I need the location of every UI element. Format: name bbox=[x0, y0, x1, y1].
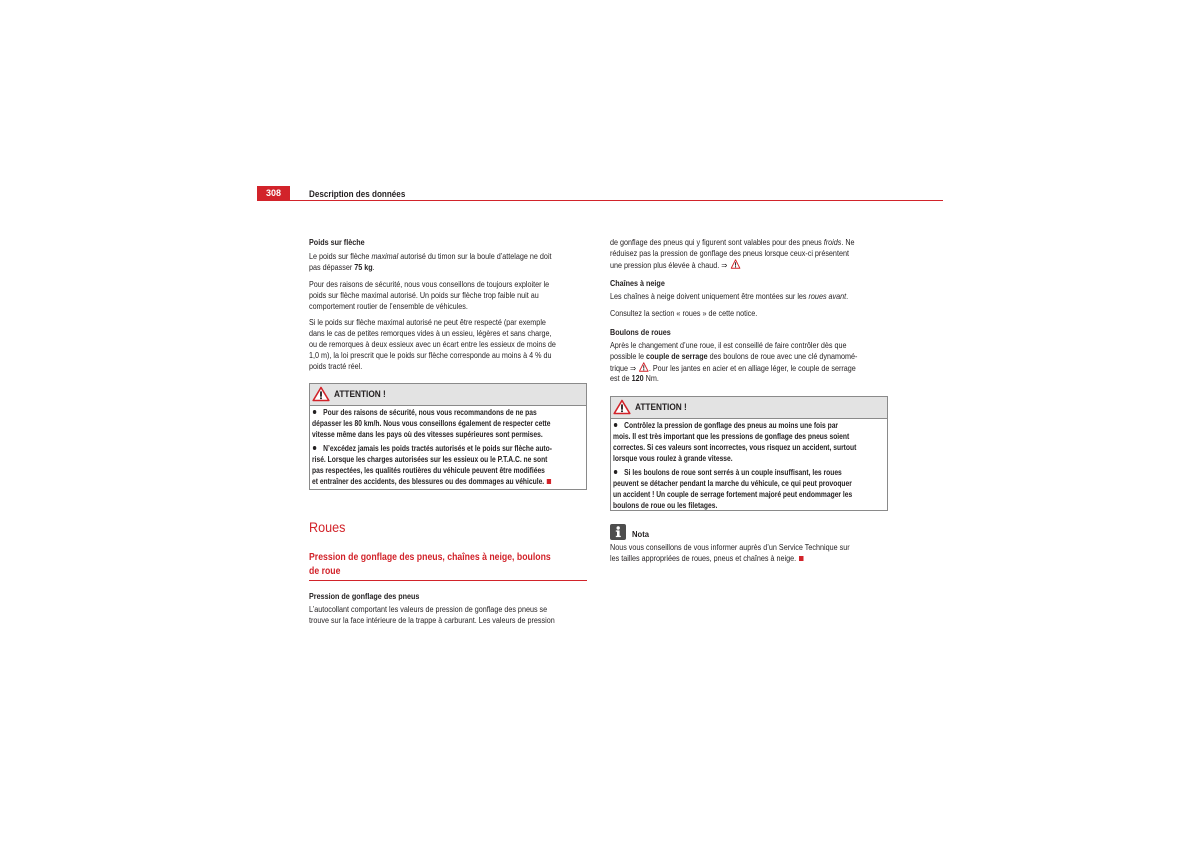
paragraph-boulons bbox=[610, 340, 888, 384]
text-run: . bbox=[372, 262, 375, 272]
subheading-poids-sur-fleche bbox=[309, 237, 587, 248]
warning-triangle-icon bbox=[312, 386, 330, 402]
text-line: Si le poids sur flèche maximal autorisé ne peut être respecté (par exemple bbox=[309, 317, 546, 327]
bold-text: 120 bbox=[631, 373, 644, 383]
italic-text: roues avant bbox=[808, 291, 847, 301]
text-line: Pour des raisons de sécurité, nous vous conseillons de toujours exploiter le bbox=[309, 279, 550, 289]
warning-title: ATTENTION ! bbox=[635, 402, 687, 412]
text-line bbox=[610, 373, 860, 384]
subheading-text: Pression de gonflage des pneus bbox=[309, 591, 420, 601]
text-line: Pression de gonflage des pneus, chaînes à neige, boulons bbox=[309, 552, 551, 563]
subheading-text: Poids sur flèche bbox=[309, 237, 365, 247]
text-line bbox=[312, 407, 546, 418]
warning-box bbox=[610, 396, 888, 511]
page-number: 308 bbox=[257, 186, 290, 200]
text-run: Les chaînes à neige doivent uniquement être montées sur les bbox=[610, 291, 809, 301]
bullet-icon bbox=[313, 446, 316, 450]
text-line: peuvent se détacher pendant la marche du véhicule, ce qui peut provoquer bbox=[613, 478, 852, 488]
text-line bbox=[610, 291, 860, 302]
paragraph-poids-maximal bbox=[309, 251, 587, 273]
text-run: de gonflage des pneus qui y figurent sont valables pour des pneus bbox=[610, 237, 824, 247]
warning-triangle-icon bbox=[639, 362, 649, 372]
bullet-icon bbox=[614, 470, 617, 474]
end-square-icon bbox=[799, 556, 804, 561]
text-run: et entraîner des accidents, des blessures ou des dommages au véhicule. bbox=[312, 476, 545, 486]
text-run: . Ne bbox=[841, 237, 855, 247]
bold-text: couple de serrage bbox=[646, 351, 708, 361]
text-run: . bbox=[846, 291, 849, 301]
left-column bbox=[309, 0, 587, 848]
text-line: dans le cas de petites remorques vides à un essieu, légères et sans charge, bbox=[309, 328, 552, 338]
section-title: Roues bbox=[309, 519, 346, 535]
bullet-icon bbox=[313, 410, 316, 414]
text-line: de roue bbox=[309, 566, 341, 577]
text-line: poids sur flèche maximal autorisé. Un poids sur flèche trop faible nuit au bbox=[309, 290, 539, 300]
right-column bbox=[610, 0, 888, 848]
warning-header bbox=[611, 397, 887, 419]
text-line: L’autocollant comportant les valeurs de pression de gonflage des pneus se bbox=[309, 604, 548, 614]
text-line bbox=[309, 251, 559, 262]
subheading-boulons bbox=[610, 327, 888, 338]
text-line bbox=[309, 262, 559, 273]
warning-triangle-icon bbox=[730, 259, 740, 269]
text-line: réduisez pas la pression de gonflage des pneus lorsque ceux-ci présentent bbox=[610, 248, 849, 258]
text-line bbox=[610, 351, 860, 362]
end-square-icon bbox=[547, 479, 551, 484]
warning-title: ATTENTION ! bbox=[334, 389, 386, 399]
text-line bbox=[312, 476, 546, 487]
text-run: une pression plus élevée à chaud. ⇒ bbox=[610, 260, 730, 270]
text-run: des boulons de roue avec une clé dynamomé- bbox=[707, 351, 858, 361]
text-line bbox=[610, 259, 860, 270]
paragraph-loi bbox=[309, 317, 587, 372]
text-line: risé. Lorsque les charges autorisées sur les essieux ou le P.T.A.C. ne sont bbox=[312, 454, 548, 464]
text-line bbox=[610, 553, 860, 564]
text-run: Si les boulons de roue sont serrés à un couple insuffisant, les roues bbox=[624, 467, 842, 477]
warning-item bbox=[613, 420, 885, 464]
text-run: Nm. bbox=[643, 373, 659, 383]
text-line: Consultez la section « roues » de cette notice. bbox=[610, 308, 758, 318]
text-line: poids tracté réel. bbox=[309, 361, 363, 371]
warning-header bbox=[310, 384, 586, 406]
bullet-icon bbox=[614, 423, 617, 427]
text-line bbox=[610, 362, 860, 373]
text-line: Nous vous conseillons de vous informer auprès d’un Service Technique sur bbox=[610, 542, 850, 552]
text-line: pas respectées, les qualités routières du véhicule peuvent être modifiées bbox=[312, 465, 545, 475]
warning-box bbox=[309, 383, 587, 490]
page-header-title: Description des données bbox=[309, 189, 406, 199]
subsection-title bbox=[309, 551, 587, 579]
text-line: mois. Il est très important que les pressions de gonflage des pneus soient bbox=[613, 431, 850, 441]
paragraph-consultez bbox=[610, 308, 888, 319]
text-run: Pour des raisons de sécurité, nous vous recommandons de ne pas bbox=[323, 407, 537, 417]
text-line bbox=[312, 443, 552, 454]
subheading-text: Chaînes à neige bbox=[610, 278, 665, 288]
text-run: autorisé du timon sur la boule d’attelage ne doit bbox=[398, 251, 552, 261]
text-line: comportement routier de l’ensemble de véhicules. bbox=[309, 301, 468, 311]
text-run: possible le bbox=[610, 351, 647, 361]
paragraph-nota bbox=[610, 542, 888, 564]
paragraph-chaines bbox=[610, 291, 888, 302]
text-line: un accident ! Un couple de serrage fortement majoré peut endommager les bbox=[613, 489, 853, 499]
warning-item bbox=[312, 407, 584, 440]
italic-text: maximal bbox=[371, 251, 399, 261]
text-line: trouve sur la face intérieure de la trappe à carburant. Les valeurs de pression bbox=[309, 615, 555, 625]
text-line: correctes. Si ces valeurs sont incorrectes, vous risquez un accident, surtout bbox=[613, 442, 857, 452]
text-line: Après le changement d’une roue, il est conseillé de faire contrôler dès que bbox=[610, 340, 847, 350]
text-run: Contrôlez la pression de gonflage des pneus au moins une fois par bbox=[624, 420, 839, 430]
paragraph-pression-suite bbox=[610, 237, 888, 270]
warning-item bbox=[613, 467, 885, 511]
text-line: ou de remorques à deux essieux avec un écart entre les essieux de moins de bbox=[309, 339, 556, 349]
text-run: trique ⇒ bbox=[610, 363, 639, 373]
text-run: pas dépasser bbox=[309, 262, 355, 272]
text-line bbox=[610, 237, 860, 248]
text-line: 1,0 m), la loi prescrit que le poids sur flèche corresponde au moins à 4 % du bbox=[309, 350, 552, 360]
info-icon bbox=[610, 524, 626, 540]
text-run: . Pour les jantes en acier et en alliage léger, le couple de serrage bbox=[648, 363, 856, 373]
warning-triangle-icon bbox=[613, 399, 631, 415]
subsection-rule bbox=[309, 580, 587, 581]
text-line bbox=[613, 467, 847, 478]
text-run: N’excédez jamais les poids tractés autorisés et le poids sur flèche auto- bbox=[323, 443, 552, 453]
bold-text: 75 kg bbox=[354, 262, 373, 272]
warning-item bbox=[312, 443, 584, 487]
text-line: boulons de roue ou les filetages. bbox=[613, 500, 718, 510]
subheading-chaines bbox=[610, 278, 888, 289]
italic-text: froids bbox=[823, 237, 842, 247]
text-run: les tailles appropriées de roues, pneus et chaînes à neige. bbox=[610, 553, 797, 563]
text-run: est de bbox=[610, 373, 632, 383]
text-line: vitesse même dans les pays où des vitesses supérieures sont permises. bbox=[312, 429, 543, 439]
text-line: dépasser les 80 km/h. Nous vous conseillons également de respecter cette bbox=[312, 418, 551, 428]
paragraph-securite bbox=[309, 279, 587, 312]
text-line: lorsque vous roulez à grande vitesse. bbox=[613, 453, 733, 463]
subheading-pression bbox=[309, 591, 587, 602]
text-run: Le poids sur flèche bbox=[309, 251, 372, 261]
text-line bbox=[613, 420, 847, 431]
paragraph-autocollant bbox=[309, 604, 587, 626]
subheading-text: Boulons de roues bbox=[610, 327, 671, 337]
nota-title: Nota bbox=[632, 528, 650, 539]
